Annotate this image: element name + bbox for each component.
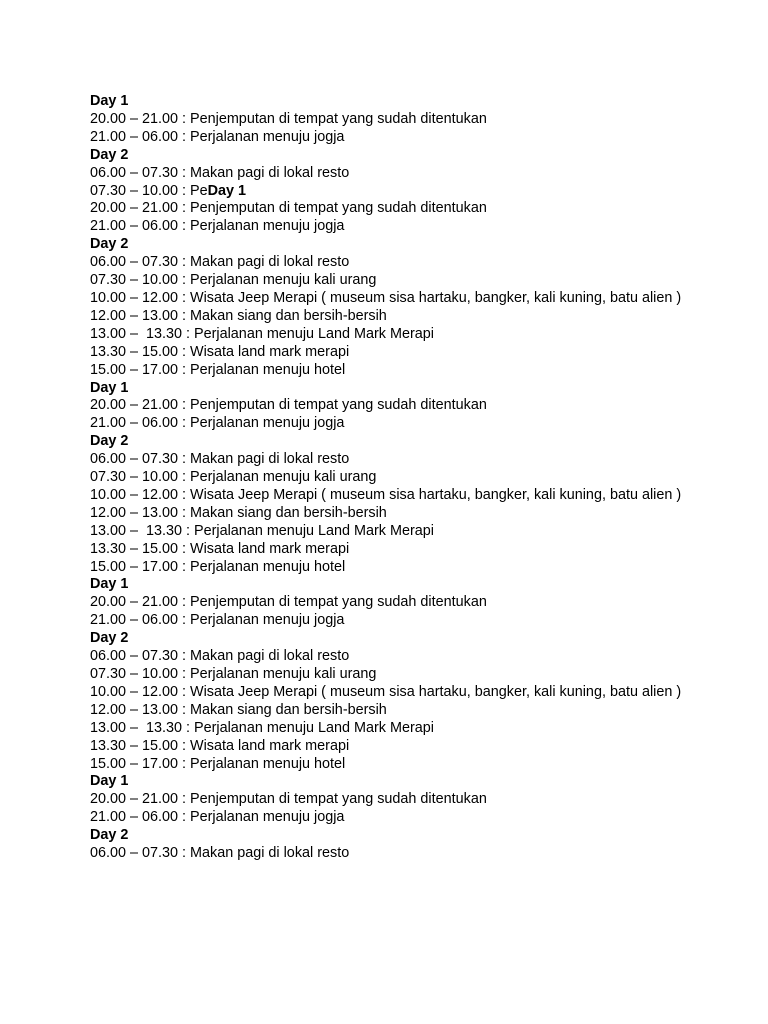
document-line bbox=[90, 183, 690, 201]
schedule-line: 13.00 – 13.30 : Perjalanan menuju Land Mark Merapi bbox=[90, 325, 434, 342]
schedule-line: 06.00 – 07.30 : Makan pagi di lokal resto bbox=[90, 648, 350, 665]
schedule-line: 07.30 – 10.00 : Perjalanan menuju kali urang bbox=[90, 666, 377, 682]
schedule-line: 06.00 – 07.30 : Makan pagi di lokal resto bbox=[90, 845, 350, 862]
schedule-line: 20.00 – 21.00 : Penjemputan di tempat yang sudah ditentukan bbox=[90, 594, 487, 611]
schedule-line: 21.00 – 06.00 : Perjalanan menuju jogja bbox=[90, 612, 345, 629]
day-heading: Day 2 bbox=[90, 630, 129, 647]
schedule-line: 20.00 – 21.00 : Penjemputan di tempat yang sudah ditentukan bbox=[90, 110, 487, 127]
schedule-line: 20.00 – 21.00 : Penjemputan di tempat yang sudah ditentukan bbox=[90, 791, 487, 808]
day-heading: Day 1 bbox=[90, 773, 129, 790]
schedule-line: 12.00 – 13.00 : Makan siang dan bersih-bersih bbox=[90, 504, 387, 521]
schedule-line: 10.00 – 12.00 : Wisata Jeep Merapi ( museum sisa hartaku, bangker, kali kuning, batu alien ) bbox=[90, 683, 682, 700]
schedule-line: 21.00 – 06.00 : Perjalanan menuju jogja bbox=[90, 809, 345, 826]
schedule-line: 13.00 – 13.30 : Perjalanan menuju Land Mark Merapi bbox=[90, 719, 434, 736]
schedule-line: 10.00 – 12.00 : Wisata Jeep Merapi ( museum sisa hartaku, bangker, kali kuning, batu alien ) bbox=[90, 289, 682, 306]
schedule-line: 15.00 – 17.00 : Perjalanan menuju hotel bbox=[90, 755, 346, 772]
day-heading: Day 2 bbox=[90, 433, 129, 450]
day-heading-inline: Day 1 bbox=[207, 182, 247, 199]
schedule-line: 13.30 – 15.00 : Wisata land mark merapi bbox=[90, 737, 350, 754]
schedule-line: 12.00 – 13.00 : Makan siang dan bersih-bersih bbox=[90, 307, 387, 324]
schedule-line: 21.00 – 06.00 : Perjalanan menuju jogja bbox=[90, 128, 345, 145]
schedule-line: 13.30 – 15.00 : Wisata land mark merapi bbox=[90, 343, 350, 360]
schedule-line: 06.00 – 07.30 : Makan pagi di lokal resto bbox=[90, 164, 350, 181]
day-heading: Day 1 bbox=[90, 576, 129, 593]
schedule-line: 20.00 – 21.00 : Penjemputan di tempat yang sudah ditentukan bbox=[90, 200, 487, 217]
schedule-line: 06.00 – 07.30 : Makan pagi di lokal resto bbox=[90, 451, 350, 468]
schedule-line: 13.00 – 13.30 : Perjalanan menuju Land Mark Merapi bbox=[90, 522, 434, 539]
day-heading: Day 2 bbox=[90, 236, 129, 253]
schedule-line: 21.00 – 06.00 : Perjalanan menuju jogja bbox=[90, 415, 345, 432]
document-body bbox=[90, 93, 690, 863]
schedule-line: 13.30 – 15.00 : Wisata land mark merapi bbox=[90, 540, 350, 557]
schedule-line: 07.30 – 10.00 : Perjalanan menuju kali urang bbox=[90, 469, 377, 486]
schedule-line: 07.30 – 10.00 : Perjalanan menuju kali urang bbox=[90, 272, 377, 289]
day-heading: Day 2 bbox=[90, 146, 129, 163]
schedule-line: 21.00 – 06.00 : Perjalanan menuju jogja bbox=[90, 218, 345, 235]
day-heading: Day 2 bbox=[90, 827, 129, 844]
day-heading: Day 1 bbox=[90, 93, 129, 109]
schedule-line: 10.00 – 12.00 : Wisata Jeep Merapi ( museum sisa hartaku, bangker, kali kuning, batu alien ) bbox=[90, 486, 682, 503]
schedule-line: 15.00 – 17.00 : Perjalanan menuju hotel bbox=[90, 558, 346, 575]
schedule-line: 15.00 – 17.00 : Perjalanan menuju hotel bbox=[90, 361, 346, 378]
schedule-line: 06.00 – 07.30 : Makan pagi di lokal resto bbox=[90, 254, 350, 271]
day-heading: Day 1 bbox=[90, 379, 129, 396]
schedule-line: 12.00 – 13.00 : Makan siang dan bersih-bersih bbox=[90, 701, 387, 718]
schedule-line: 20.00 – 21.00 : Penjemputan di tempat yang sudah ditentukan bbox=[90, 397, 487, 414]
line-text: 07.30 – 10.00 : Pe bbox=[90, 182, 208, 199]
